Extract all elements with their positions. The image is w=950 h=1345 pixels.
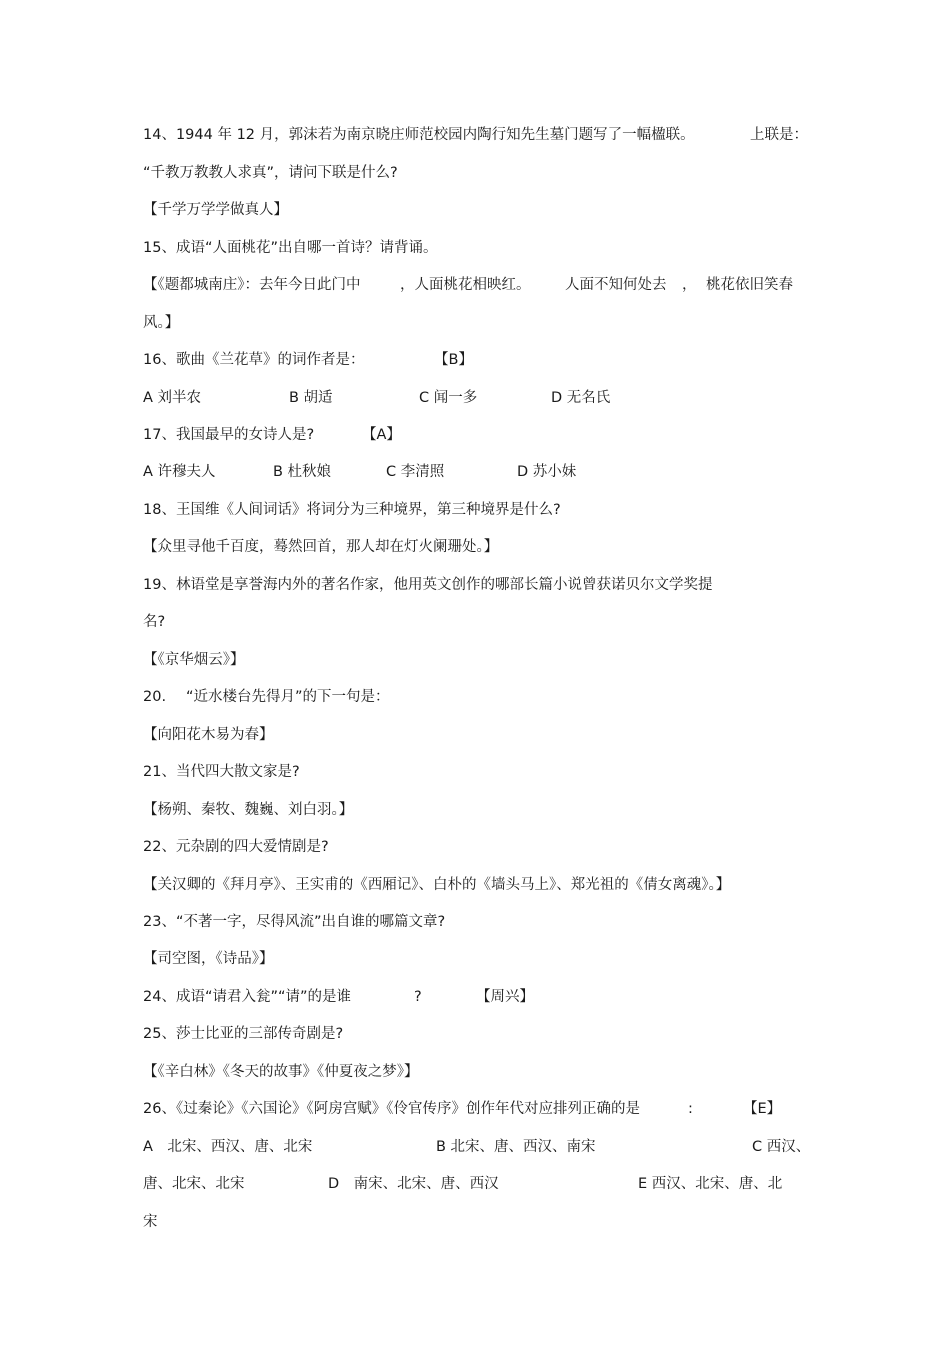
q17-option-b: B 杜秋娘	[273, 464, 332, 480]
q15-answer-part4: ，	[682, 277, 697, 293]
q25-answer: 【《辛白林》《冬天的故事》《仲夏夜之梦》】	[143, 1064, 419, 1080]
q22-question: 22、元杂剧的四大爱情剧是?	[143, 839, 329, 855]
q14-line1: 14、1944 年 12 月，郭沫若为南京晓庄师范校园内陶行知先生墓门题写了一幅楹联。	[143, 127, 695, 143]
q20-number: 20.	[143, 689, 167, 705]
q24-question: 24、成语“请君入瓮”“请”的是谁	[143, 989, 351, 1005]
q16-option-a: A 刘半农	[143, 390, 202, 406]
q26-option-b: B 北宋、唐、西汉、南宋	[436, 1139, 596, 1155]
q17-option-a: A 许穆夫人	[143, 464, 216, 480]
q26-answer: 【E】	[743, 1101, 782, 1117]
q26-option-a: A 北宋、西汉、唐、北宋	[143, 1139, 313, 1155]
q15-answer-part5: 桃花依旧笑春	[706, 277, 793, 293]
q26-question: 26、《过秦论》《六国论》《阿房宫赋》《伶官传序》创作年代对应排列正确的是	[143, 1101, 640, 1117]
q21-question: 21、当代四大散文家是?	[143, 764, 300, 780]
q24-answer: 【周兴】	[476, 989, 534, 1005]
q18-question: 18、王国维《人间词话》将词分为三种境界，第三种境界是什么?	[143, 502, 561, 518]
q16-option-d: D 无名氏	[551, 390, 611, 406]
q20-answer: 【向阳花木易为春】	[143, 727, 274, 743]
q16-answer: 【B】	[434, 352, 473, 368]
q23-question: 23、“不著一字，尽得风流”出自谁的哪篇文章?	[143, 914, 446, 930]
q26-option-c-cont: 唐、北宋、北宋	[143, 1176, 245, 1192]
q15-answer-part6: 风。】	[143, 315, 180, 331]
q19-line1: 19、林语堂是享誉海内外的著名作家，他用英文创作的哪部长篇小说曾获诺贝尔文学奖提	[143, 577, 713, 593]
q14-line1-tail: 上联是：	[750, 127, 808, 143]
q15-answer-part1: 【《题都城南庄》：去年今日此门中	[143, 277, 361, 293]
q14-answer: 【千学万学学做真人】	[143, 202, 288, 218]
q26-colon: :	[688, 1101, 693, 1117]
q26-option-d: D 南宋、北宋、唐、西汉	[328, 1176, 499, 1192]
q19-answer: 【《京华烟云》】	[143, 652, 245, 668]
q20-question: “近水楼台先得月”的下一句是：	[186, 689, 390, 705]
q21-answer: 【杨朔、秦牧、魏巍、刘白羽。】	[143, 802, 354, 818]
q17-answer: 【A】	[362, 427, 401, 443]
q15-answer-part2: ，人面桃花相映红。	[400, 277, 531, 293]
q22-answer: 【关汉卿的《拜月亭》、王实甫的《西厢记》、白朴的《墙头马上》、郑光祖的《倩女离魂》。】	[143, 877, 731, 893]
q24-question-mark: ?	[414, 989, 422, 1005]
q17-option-d: D 苏小妹	[517, 464, 577, 480]
q17-question: 17、我国最早的女诗人是?	[143, 427, 315, 443]
q16-option-c: C 闻一多	[419, 390, 478, 406]
q17-option-c: C 李清照	[386, 464, 445, 480]
q16-option-b: B 胡适	[289, 390, 333, 406]
q15-answer-part3: 人面不知何处去	[565, 277, 667, 293]
q26-option-e: E 西汉、北宋、唐、北	[638, 1176, 783, 1192]
q25-question: 25、莎士比亚的三部传奇剧是?	[143, 1026, 344, 1042]
q14-line2: “千教万教教人求真”，请问下联是什么?	[143, 165, 398, 181]
q26-option-e-cont: 宋	[143, 1214, 158, 1230]
q18-answer: 【众里寻他千百度，蓦然回首，那人却在灯火阑珊处。】	[143, 539, 499, 555]
q26-option-c: C 西汉、	[752, 1139, 811, 1155]
q15-question: 15、成语“人面桃花”出自哪一首诗？请背诵。	[143, 240, 438, 256]
q23-answer: 【司空图，《诗品》】	[143, 951, 274, 967]
q19-line2: 名?	[143, 614, 166, 630]
q16-question: 16、歌曲《兰花草》的词作者是：	[143, 352, 365, 368]
